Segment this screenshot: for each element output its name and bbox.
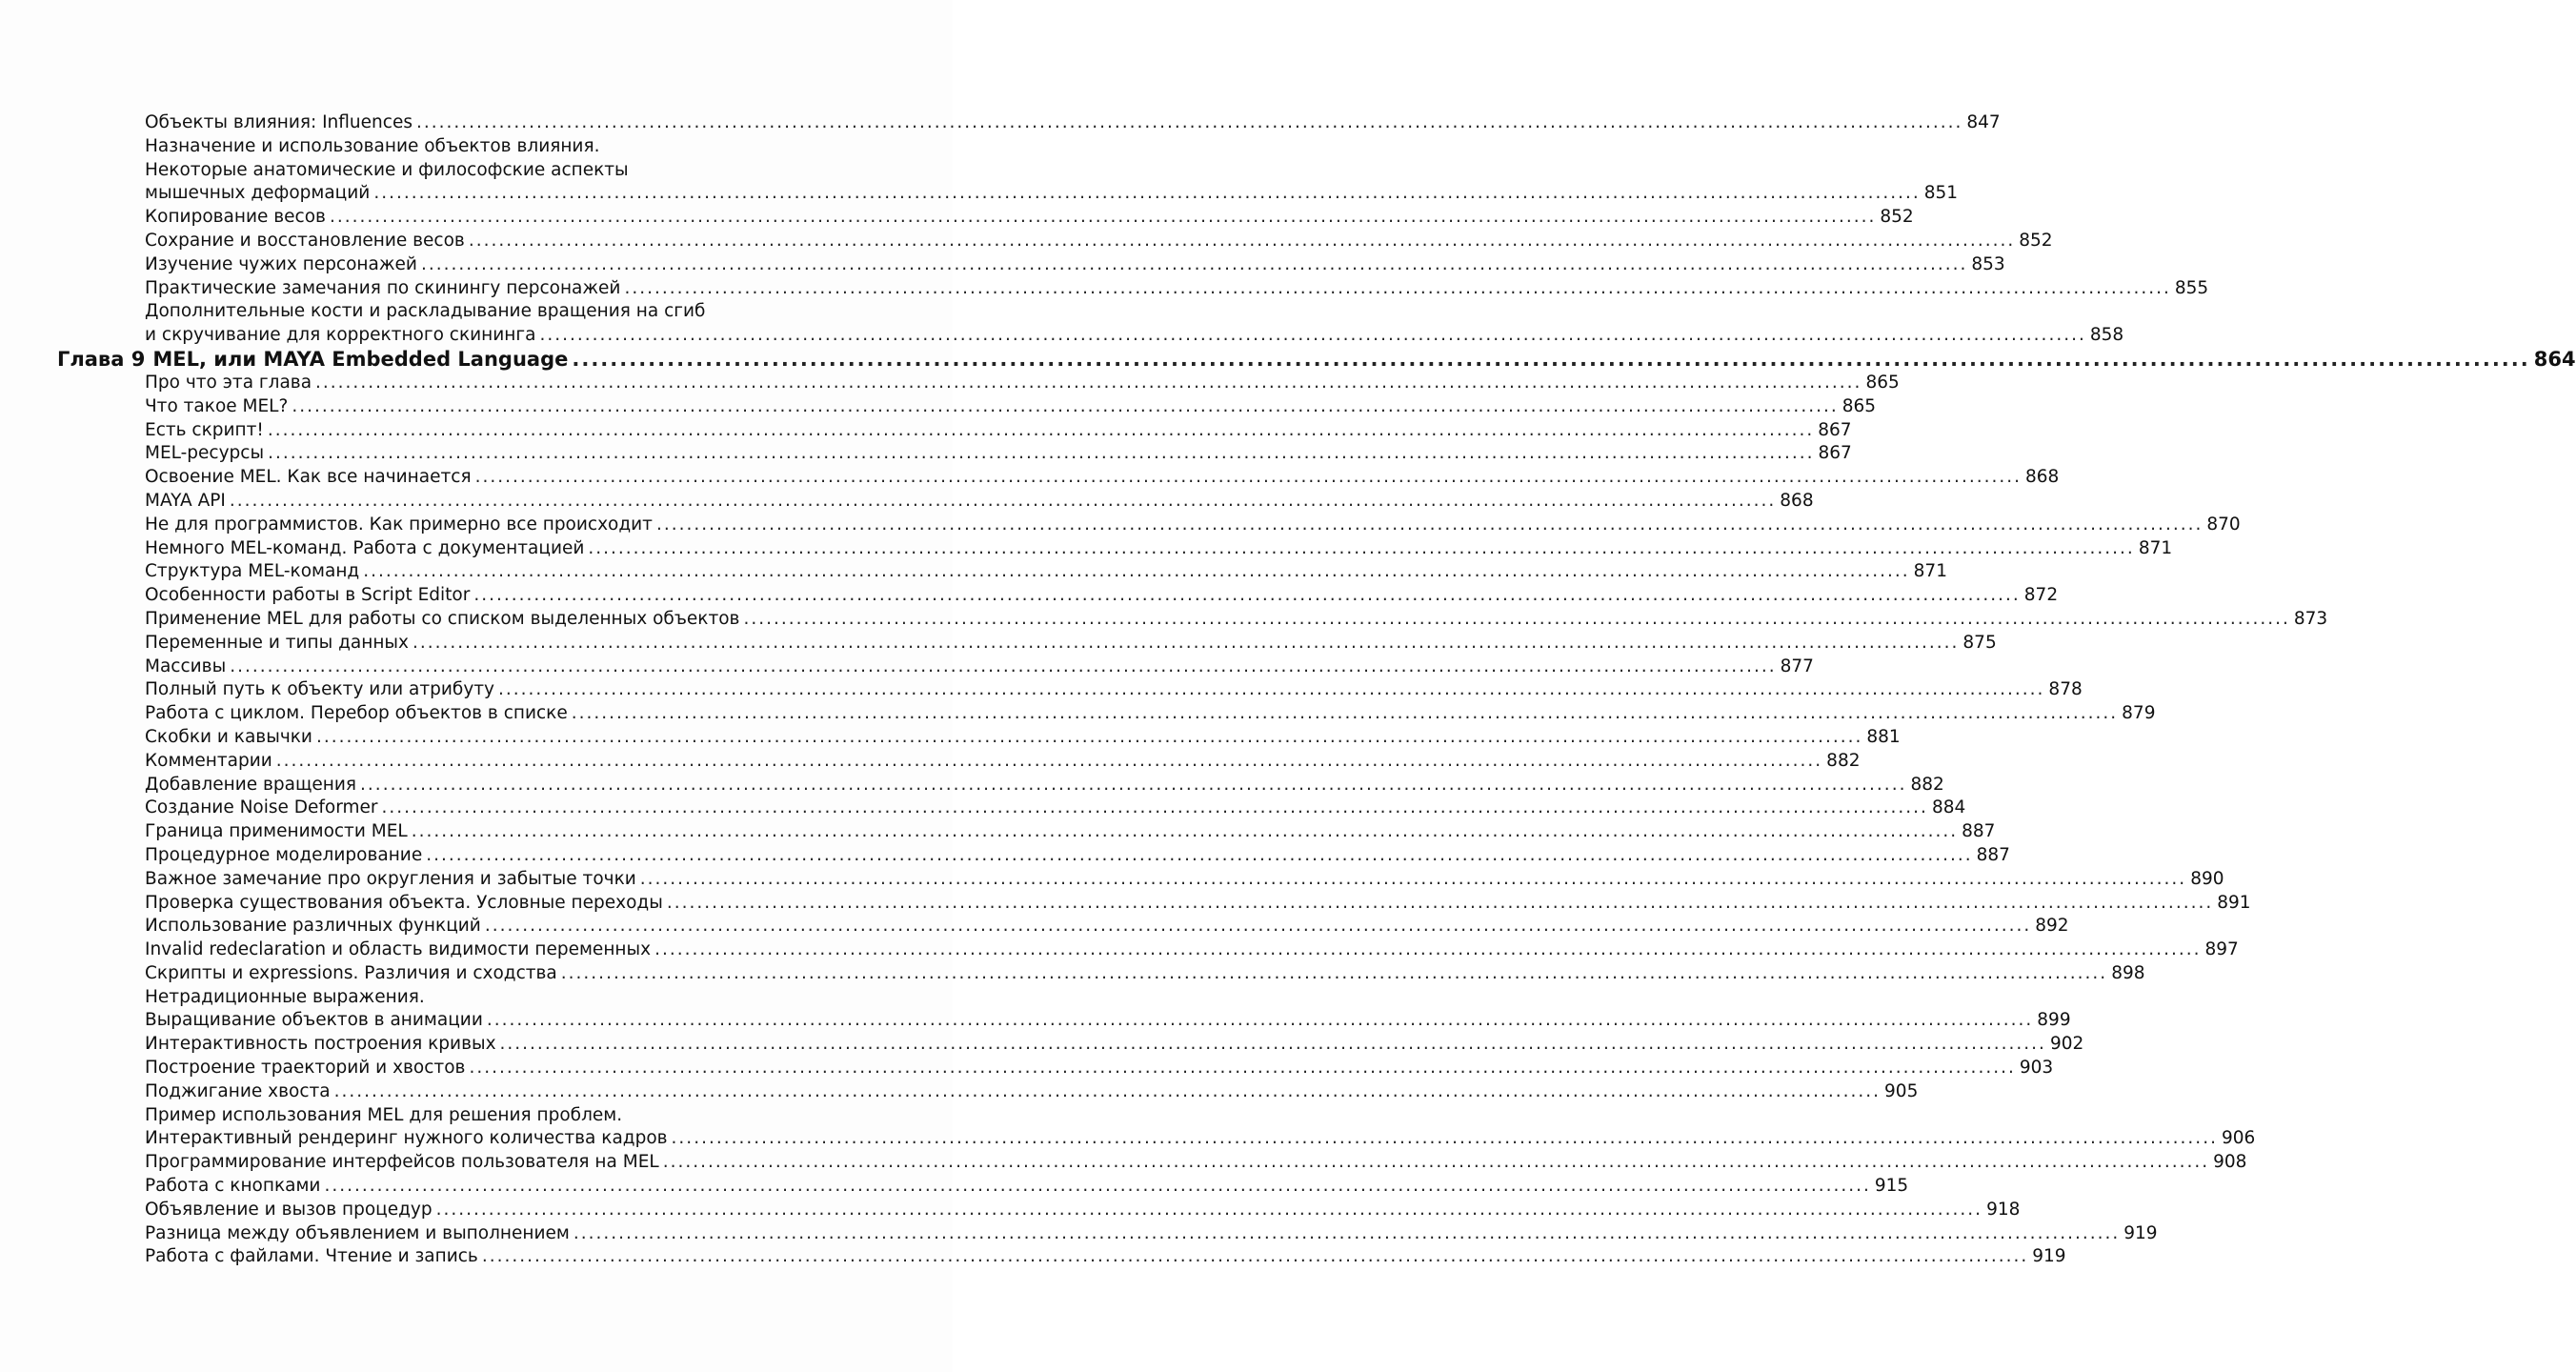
toc-entry-title-line: Нетрадиционные выражения. <box>145 986 425 1007</box>
toc-entry-page-number: 865 <box>1841 395 1877 416</box>
toc-section-before-chapter <box>0 111 2209 348</box>
toc-entry <box>145 750 1861 774</box>
toc-entry-title: Построение траекторий и хвостов <box>145 1058 466 1079</box>
toc-entry-title: Объекты влияния: Influences <box>145 112 413 132</box>
leader-dots <box>230 490 1776 514</box>
toc-entry <box>145 1175 1909 1199</box>
toc-entry-page-number: 881 <box>1866 726 1901 747</box>
leader-dots <box>373 182 1920 206</box>
leader-dots <box>624 277 2170 301</box>
leader-dots <box>324 1175 1870 1199</box>
leader-dots <box>268 419 1814 443</box>
toc-entry <box>145 962 2145 986</box>
toc-entry-title: Скобки и кавычки <box>145 726 312 747</box>
toc-entry <box>145 537 2173 561</box>
leader-dots <box>436 1199 1982 1222</box>
toc-entry-title: Работа с файлами. Чтение и запись <box>145 1246 478 1267</box>
toc-entry <box>145 514 2241 537</box>
toc-entry-page-number: 905 <box>1884 1080 1919 1101</box>
leader-dots <box>413 632 1959 656</box>
toc-entry <box>145 868 2224 892</box>
leader-dots <box>485 915 2031 938</box>
toc-entry <box>145 1033 2084 1057</box>
toc-entry-page-number: 919 <box>2123 1222 2158 1243</box>
toc-entry-title: Программирование интерфейсов пользователя на MEL <box>145 1152 659 1173</box>
toc-entry-page-number: 882 <box>1910 774 1944 795</box>
leader-dots <box>574 1222 2120 1246</box>
toc-entry-page-number: 899 <box>2037 1010 2071 1031</box>
toc-entry-page-number: 906 <box>2221 1128 2256 1149</box>
toc-entry-title: Переменные и типы данных <box>145 632 409 653</box>
toc-entry <box>145 111 2001 135</box>
toc-entry-page-number: 853 <box>1971 253 2005 274</box>
leader-dots <box>360 774 1906 797</box>
toc-entry-title: Немного MEL-команд. Работа с документацией <box>145 537 585 558</box>
toc-entry-title: Важное замечание про округления и забытые точки <box>145 868 636 889</box>
toc-entry <box>145 820 1996 844</box>
toc-section-after-chapter <box>0 372 2328 1269</box>
toc-entry <box>145 632 1997 656</box>
toc-entry-title: Разница между объявлением и выполнением <box>145 1222 570 1243</box>
toc-entry-title: Полный путь к объекту или атрибуту <box>145 679 494 700</box>
leader-dots <box>561 962 2107 986</box>
toc-entry-page-number: 884 <box>1931 797 1966 818</box>
toc-entry-page-number: 865 <box>1865 372 1900 393</box>
toc-entry-title: Про что эта глава <box>145 372 312 393</box>
toc-entry-title: Добавление вращения <box>145 774 357 795</box>
leader-dots <box>416 111 1962 135</box>
toc-entry-page-number: 877 <box>1780 656 1814 676</box>
toc-entry-title: Использование различных функций <box>145 916 481 937</box>
toc-entry-title-line: Дополнительные кости и раскладывание вращения на сгиб <box>145 301 706 322</box>
toc-entry-title: Выращивание объектов в анимации <box>145 1010 483 1031</box>
toc-entry-title: Освоение MEL. Как все начинается <box>145 467 472 488</box>
toc-entry-title: Практические замечания по скинингу персонажей <box>145 277 621 298</box>
toc-entry-title: Изучение чужих персонажей <box>145 253 417 274</box>
toc-entry-page-number: 867 <box>1818 419 1852 440</box>
leader-dots <box>672 1127 2218 1151</box>
toc-entry-title: Что такое MEL? <box>145 395 289 416</box>
leader-dots <box>539 324 2085 348</box>
toc-entry-page-number: 908 <box>2213 1152 2247 1173</box>
toc-entry-title: Скрипты и expressions. Различия и сходства <box>145 962 557 983</box>
leader-dots <box>656 514 2203 537</box>
toc-entry-title: MAYA API <box>145 490 226 511</box>
toc-entry-page-number: 887 <box>1976 844 2010 865</box>
toc-entry-page-number: 852 <box>2019 230 2053 251</box>
leader-dots <box>316 726 1862 750</box>
toc-entry-page-number: 887 <box>1962 821 1996 842</box>
toc-entry-title: Проверка существования объекта. Условные переходы <box>145 892 663 913</box>
toc-entry-title: Работа с кнопками <box>145 1176 321 1197</box>
toc-entry-title-line: Пример использования MEL для решения проблем. <box>145 1104 623 1125</box>
leader-dots <box>412 820 1958 844</box>
toc-entry-title: Граница применимости MEL <box>145 821 408 842</box>
leader-dots <box>498 678 2044 702</box>
leader-dots <box>743 608 2289 632</box>
toc-entry <box>145 656 1814 679</box>
chapter-page-number: 864 <box>2533 347 2576 371</box>
leader-dots <box>500 1033 2046 1057</box>
toc-entry-title: Интерактивный рендеринг нужного количества кадров <box>145 1128 668 1149</box>
toc-entry-page-number: 919 <box>2032 1246 2066 1267</box>
toc-entry <box>145 774 1944 797</box>
toc-entry-title: Процедурное моделирование <box>145 844 423 865</box>
toc-entry-page-number: 903 <box>2019 1058 2054 1079</box>
toc-entry-title: Сохрание и восстановление весов <box>145 230 465 251</box>
toc-entry-page-number: 890 <box>2190 868 2224 889</box>
toc-entry-page-number: 868 <box>1780 490 1814 511</box>
toc-entry <box>145 206 1914 230</box>
toc-entry-title: Не для программистов. Как примерно все происходит <box>145 514 653 535</box>
leader-dots <box>276 750 1822 774</box>
toc-entry-title: Массивы <box>145 656 227 676</box>
toc-entry-title: Работа с циклом. Перебор объектов в списке <box>145 703 568 724</box>
toc-entry-page-number: 891 <box>2217 892 2251 913</box>
leader-dots <box>469 230 2015 253</box>
toc-entry <box>145 892 2251 916</box>
leader-dots <box>330 206 1876 230</box>
leader-dots <box>421 253 1967 277</box>
toc-entry <box>145 560 1947 584</box>
toc-entry-page-number: 871 <box>1913 561 1947 582</box>
toc-entry-title: Копирование весов <box>145 207 326 228</box>
leader-dots <box>588 537 2134 561</box>
toc-entry <box>145 1199 2021 1222</box>
toc-entry-page-number: 870 <box>2206 514 2241 535</box>
toc-entry-page-number: 902 <box>2049 1034 2084 1055</box>
toc-entry <box>145 584 2059 608</box>
leader-dots <box>487 1009 2033 1033</box>
toc-entry-page-number: 868 <box>2025 467 2060 488</box>
toc-entry-title: Создание Noise Deformer <box>145 797 378 818</box>
toc-entry-page-number: 852 <box>1880 207 1914 228</box>
toc-entry-page-number: 915 <box>1874 1176 1909 1197</box>
leader-dots <box>230 656 1776 679</box>
toc-entry <box>145 300 2124 348</box>
leader-dots <box>363 560 1909 584</box>
toc-entry <box>145 726 1901 750</box>
toc-entry-page-number: 867 <box>1818 443 1852 464</box>
toc-entry <box>145 844 2010 868</box>
toc-entry-page-number: 872 <box>2023 585 2059 606</box>
toc-entry-title: Есть скрипт! <box>145 419 264 440</box>
toc-entry-title: Комментарии <box>145 750 272 771</box>
toc-entry-title: MEL-ресурсы <box>145 443 265 464</box>
toc-entry <box>145 938 2239 962</box>
leader-dots <box>292 395 1838 419</box>
toc-entry <box>145 1080 1919 1104</box>
leader-dots <box>654 938 2201 962</box>
toc-entry-page-number: 897 <box>2204 939 2239 960</box>
toc-entry <box>145 466 2060 490</box>
toc-entry-title: Особенности работы в Script Editor <box>145 585 471 606</box>
toc-entry-page-number: 878 <box>2048 679 2083 700</box>
toc-entry-page-number: 898 <box>2111 962 2145 983</box>
leader-dots <box>667 892 2213 916</box>
chapter-label: Глава 9 <box>57 347 146 371</box>
toc-entry <box>145 395 1877 419</box>
leader-dots <box>426 844 1972 868</box>
leader-dots <box>315 372 1862 395</box>
toc-entry <box>145 1057 2054 1080</box>
toc-entry-title: Объявление и вызов процедур <box>145 1199 433 1220</box>
chapter-title: MEL, или MAYA Embedded Language <box>152 347 569 371</box>
toc-entry <box>145 986 2071 1034</box>
toc-entry <box>145 277 2209 301</box>
toc-entry <box>145 442 1852 466</box>
toc-entry <box>145 230 2053 253</box>
toc-entry <box>145 372 1900 395</box>
leader-dots <box>572 348 2529 372</box>
leader-dots <box>473 584 2020 608</box>
toc-entry-title: Применение MEL для работы со списком выделенных объектов <box>145 608 740 629</box>
toc-entry-title: Invalid redeclaration и область видимости переменных <box>145 939 652 960</box>
toc-entry-page-number: 892 <box>2035 916 2069 937</box>
toc-entry <box>145 490 1814 514</box>
toc-entry <box>145 915 2069 938</box>
toc-entry <box>145 419 1852 443</box>
toc-entry-page-number: 851 <box>1923 183 1959 204</box>
toc-entry <box>145 678 2083 702</box>
toc-entry <box>145 1222 2158 1246</box>
toc-entry-page-number: 879 <box>2122 703 2156 724</box>
toc-entry-title-line: Назначение и использование объектов влияния. <box>145 135 600 156</box>
toc-entry-page-number: 858 <box>2089 325 2124 346</box>
leader-dots <box>572 702 2118 726</box>
toc-entry-title: Поджигание хвоста <box>145 1080 331 1101</box>
toc-entry-page-number: 882 <box>1826 750 1861 771</box>
leader-dots <box>382 797 1928 820</box>
toc-entry <box>145 135 1959 206</box>
leader-dots <box>663 1151 2209 1175</box>
toc-entry-page-number: 918 <box>1986 1199 2021 1220</box>
toc-entry <box>145 253 2005 277</box>
toc-entry <box>145 608 2328 632</box>
chapter-heading <box>57 347 2576 372</box>
toc-entry <box>145 797 1966 820</box>
toc-entry-title: и скручивание для корректного скининга <box>145 325 536 346</box>
table-of-contents <box>0 111 2576 1269</box>
toc-entry-title-line: Некоторые анатомические и философские аспекты <box>145 159 629 180</box>
toc-entry <box>145 702 2156 726</box>
toc-entry <box>145 1245 2066 1269</box>
toc-entry-page-number: 855 <box>2174 277 2209 298</box>
toc-entry-page-number: 871 <box>2138 537 2173 558</box>
leader-dots <box>475 466 2022 490</box>
toc-entry-page-number: 875 <box>1962 632 1997 653</box>
toc-entry-title: Интерактивность построения кривых <box>145 1034 496 1055</box>
toc-entry <box>145 1104 2256 1152</box>
toc-entry-title: мышечных деформаций <box>145 183 371 204</box>
leader-dots <box>640 868 2186 892</box>
toc-entry <box>145 1151 2247 1175</box>
toc-entry-title: Структура MEL-команд <box>145 561 360 582</box>
leader-dots <box>482 1245 2028 1269</box>
toc-entry-page-number: 847 <box>1966 112 2001 132</box>
leader-dots <box>469 1057 2015 1080</box>
toc-entry-page-number: 873 <box>2293 608 2328 629</box>
leader-dots <box>334 1080 1881 1104</box>
leader-dots <box>268 442 1814 466</box>
